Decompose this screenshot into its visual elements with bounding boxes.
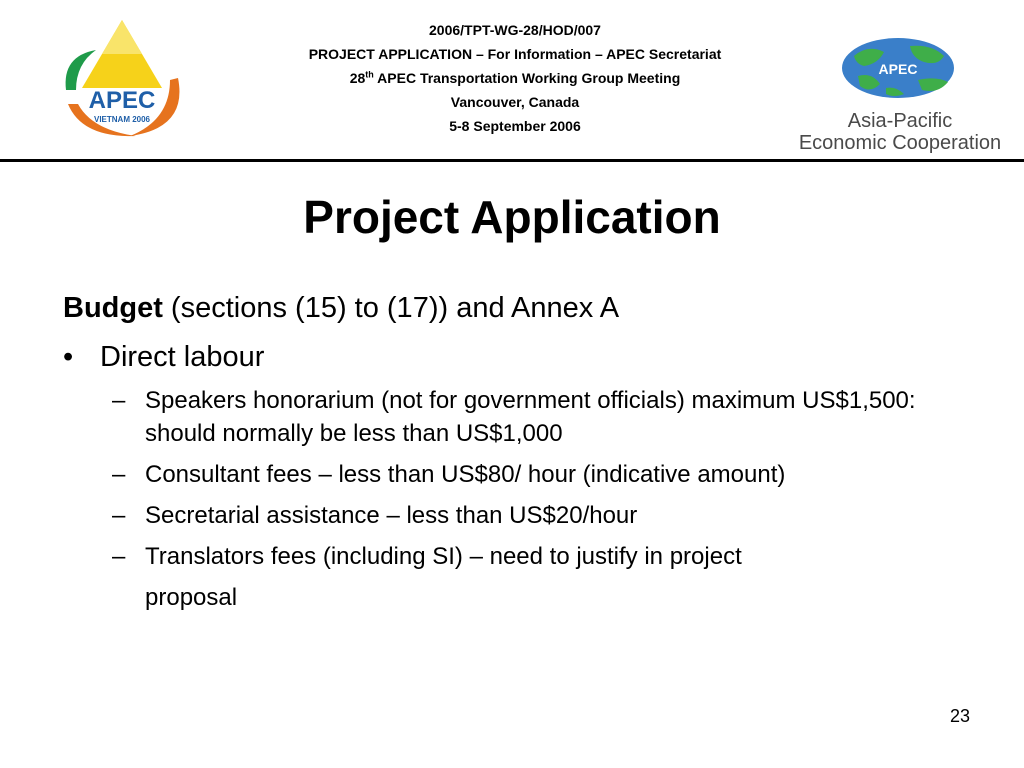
- apec-globe-logo: [798, 36, 1002, 158]
- sub-item-text: Speakers honorarium (not for government officials) maximum US$1,500: should normally be less than US$1,000: [145, 387, 916, 447]
- apec-vietnam-logo-graphic: [52, 20, 192, 142]
- sub-item-text: Consultant fees – less than US$80/ hour (indicative amount): [145, 461, 786, 488]
- budget-heading-bold: Budget: [63, 292, 163, 324]
- slide-title: Project Application: [303, 191, 721, 243]
- meeting-dates: 5-8 September 2006: [449, 118, 581, 134]
- sub-item-consultant: [112, 458, 932, 491]
- logo-brand-text: APEC: [88, 87, 156, 114]
- bullet-dot: •: [63, 341, 74, 373]
- sub-item-text-continued: proposal: [145, 584, 238, 611]
- globe-icon: [798, 36, 1002, 104]
- sub-item-text: Translators fees (including SI) – need to justify in project: [145, 543, 742, 570]
- org-name-line2: Economic Cooperation: [798, 132, 1002, 154]
- meeting-location: Vancouver, Canada: [450, 94, 580, 110]
- globe-brand-text: APEC: [878, 61, 918, 77]
- logo-triangle-highlight: [102, 20, 142, 54]
- page-number: 23: [949, 706, 970, 726]
- sub-item-list: [112, 384, 932, 622]
- header-block: [230, 18, 800, 138]
- header-divider: [0, 159, 1024, 162]
- bullet-direct-labour: [63, 337, 264, 377]
- doc-reference: 2006/TPT-WG-28/HOD/007: [429, 22, 601, 38]
- apec-vietnam-2006-logo: [52, 20, 192, 142]
- sub-item-dash: –: [112, 461, 126, 488]
- sub-item-translators: [112, 540, 932, 614]
- budget-heading-rest: (sections (15) to (17)) and Annex A: [162, 292, 620, 324]
- sub-item-secretarial: [112, 499, 932, 532]
- doc-purpose: PROJECT APPLICATION – For Information – APEC Secretariat: [308, 46, 722, 62]
- sub-item-text: Secretarial assistance – less than US$20/hour: [145, 502, 638, 529]
- org-name-line1: Asia-Pacific: [847, 110, 953, 132]
- sub-item-dash: –: [112, 387, 126, 414]
- sub-item-speakers: [112, 384, 932, 450]
- sub-item-dash: –: [112, 543, 126, 570]
- logo-tagline-text: VIETNAM 2006: [93, 115, 151, 124]
- budget-heading: [63, 288, 619, 328]
- globe-land-4: [918, 78, 948, 91]
- meeting-name: 28th APEC Transportation Working Group Meeting: [349, 69, 681, 86]
- sub-item-dash: –: [112, 502, 126, 529]
- bullet-text: Direct labour: [100, 341, 265, 373]
